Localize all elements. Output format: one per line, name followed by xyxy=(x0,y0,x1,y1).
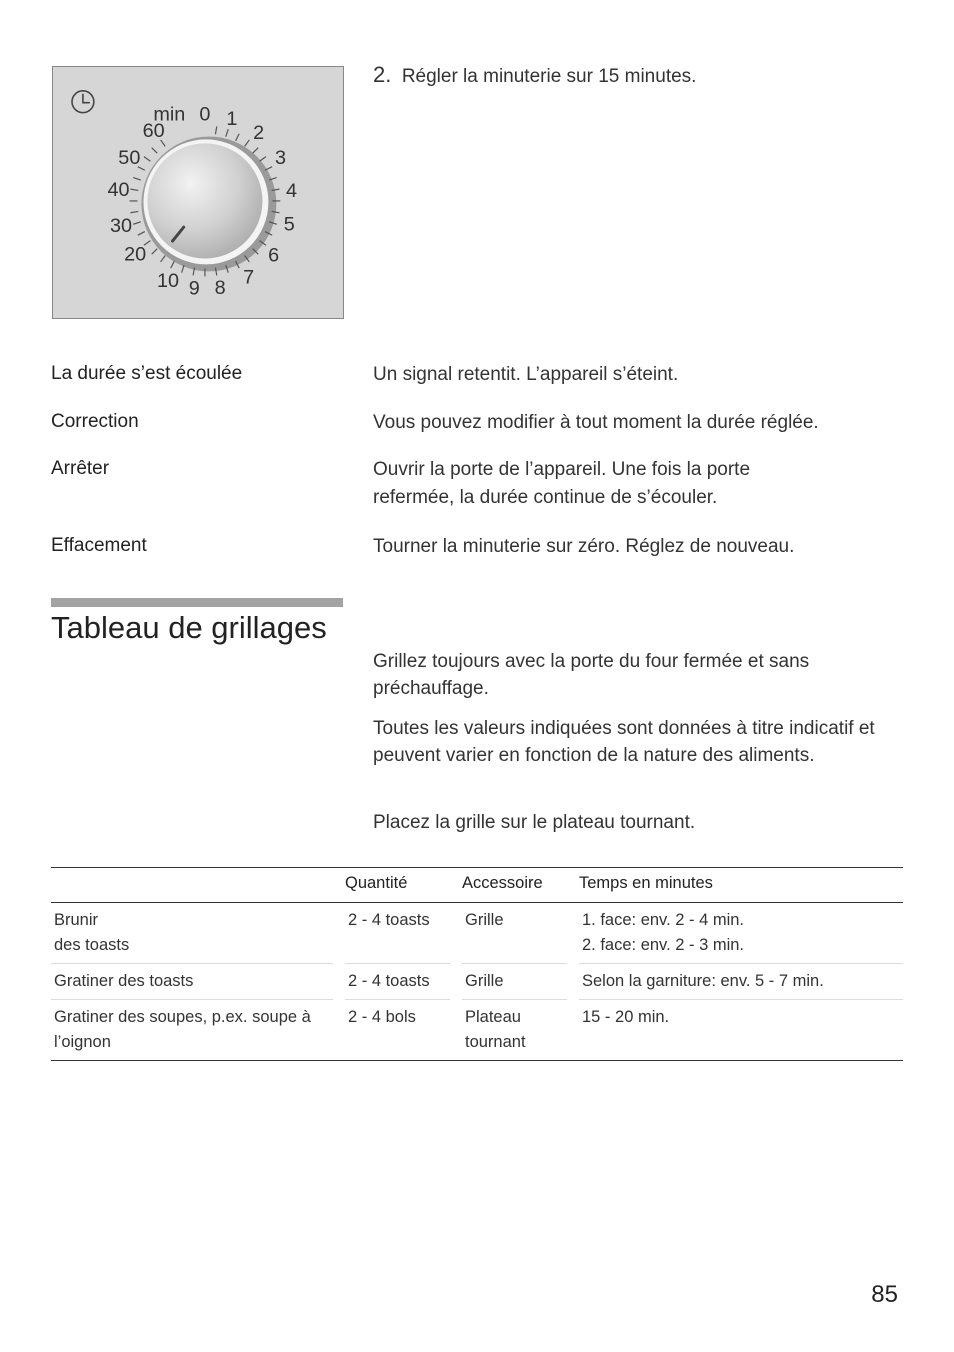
dial-tick xyxy=(138,232,145,236)
dial-mark-5: 5 xyxy=(283,213,295,236)
dial-tick xyxy=(152,249,158,255)
dial-mark-9: 9 xyxy=(188,277,200,300)
text-effacement: Tourner la minuterie sur zéro. Réglez de nouveau. xyxy=(373,536,795,557)
paragraph-3: Placez la grille sur le plateau tournant. xyxy=(373,812,696,833)
paragraph-1: Grillez toujours avec la porte du four fermée et sans préchauffage. xyxy=(373,651,810,699)
grill-table xyxy=(51,867,903,1061)
dial-tick xyxy=(215,126,216,134)
food-cell xyxy=(51,903,333,964)
time-cell: 15 - 20 min. xyxy=(582,1008,670,1026)
dial-tick xyxy=(226,129,228,137)
acc-line: tournant xyxy=(465,1033,526,1051)
clock-icon xyxy=(72,91,94,113)
section-title: Tableau de grillages xyxy=(51,610,327,645)
dial-tick xyxy=(171,261,175,268)
dial-mark-3: 3 xyxy=(275,147,287,170)
header-quantite: Quantité xyxy=(345,868,450,903)
text-duree-ecoulee: Un signal retentit. L’appareil s’éteint. xyxy=(373,364,679,385)
dial-mark-6: 6 xyxy=(268,244,280,267)
qty-cell: 2 - 4 bols xyxy=(348,1008,416,1026)
dial-mark-10: 10 xyxy=(157,270,180,293)
food-cell: Gratiner des toasts xyxy=(51,964,333,1000)
table-row xyxy=(51,903,903,964)
qty-cell: 2 - 4 toasts xyxy=(345,903,450,964)
food-line: l’oignon xyxy=(54,1033,111,1051)
timer-dial-illustration xyxy=(52,66,344,319)
time-line: 1. face: env. 2 - 4 min. xyxy=(582,911,745,929)
dial-tick xyxy=(130,189,138,190)
dial-tick xyxy=(144,157,150,162)
qty-cell: 2 - 4 toasts xyxy=(345,964,450,1000)
dial-mark-1: 1 xyxy=(226,107,238,130)
section-rule xyxy=(51,598,343,607)
dial-tick xyxy=(133,222,141,224)
header-food xyxy=(51,868,333,903)
food-line: Gratiner des soupes, p.ex. soupe à xyxy=(54,1008,311,1026)
dial-tick xyxy=(130,211,138,212)
step-text: Régler la minuterie sur 15 minutes. xyxy=(401,66,697,87)
text-correction: Vous pouvez modifier à tout moment la durée réglée. xyxy=(373,412,819,433)
unit-label: min xyxy=(153,103,186,126)
dial-tick xyxy=(260,157,266,162)
food-line: des toasts xyxy=(54,936,130,954)
dial-mark-50: 50 xyxy=(118,147,141,170)
time-cell: Selon la garniture: env. 5 - 7 min. xyxy=(579,964,903,1000)
label-duree-ecoulee: La durée s’est écoulée xyxy=(51,363,243,384)
dial-mark-0: 0 xyxy=(199,103,211,126)
food-line: Brunir xyxy=(54,911,99,929)
food-cell xyxy=(51,1000,333,1061)
label-correction: Correction xyxy=(51,411,139,432)
dial-tick xyxy=(253,148,259,154)
dial-mark-40: 40 xyxy=(107,178,130,201)
label-arreter: Arrêter xyxy=(51,458,110,479)
dial-tick xyxy=(161,255,166,261)
step-2 xyxy=(373,62,696,88)
dial-tick xyxy=(236,134,240,141)
time-line: 2. face: env. 2 - 3 min. xyxy=(582,936,745,954)
acc-cell: Grille xyxy=(462,964,567,1000)
dial-mark-8: 8 xyxy=(214,276,226,299)
header-accessoire: Accessoire xyxy=(462,868,567,903)
acc-cell: Grille xyxy=(462,903,567,964)
dial-tick xyxy=(133,178,141,180)
text-arreter: Ouvrir la porte de l’appareil. Une fois la porte refermée, la durée continue de s’écouler. xyxy=(373,459,751,508)
knob xyxy=(147,143,262,258)
acc-cell xyxy=(462,1000,567,1061)
timer-dial-svg xyxy=(53,67,343,318)
dial-mark-2: 2 xyxy=(253,122,265,145)
paragraph-2: Toutes les valeurs indiquées sont données à titre indicatif et peuvent varier en fonction de la nature des aliments. xyxy=(373,718,875,766)
dial-tick xyxy=(182,265,184,273)
dial-mark-60: 60 xyxy=(142,120,165,143)
dial-tick xyxy=(245,140,250,146)
dial-mark-30: 30 xyxy=(109,214,133,237)
dial-tick xyxy=(152,148,158,154)
acc-line: Plateau xyxy=(465,1008,521,1026)
table-header-row xyxy=(51,868,903,903)
dial-mark-20: 20 xyxy=(124,243,147,266)
dial-mark-4: 4 xyxy=(286,180,298,203)
table-row xyxy=(51,1000,903,1061)
step-number: 2. xyxy=(373,62,392,87)
label-effacement: Effacement xyxy=(51,535,147,556)
table-row xyxy=(51,964,903,1000)
header-temps: Temps en minutes xyxy=(579,868,903,903)
dial-mark-7: 7 xyxy=(243,266,255,289)
time-cell xyxy=(579,903,903,964)
page-number: 85 xyxy=(871,1281,898,1308)
